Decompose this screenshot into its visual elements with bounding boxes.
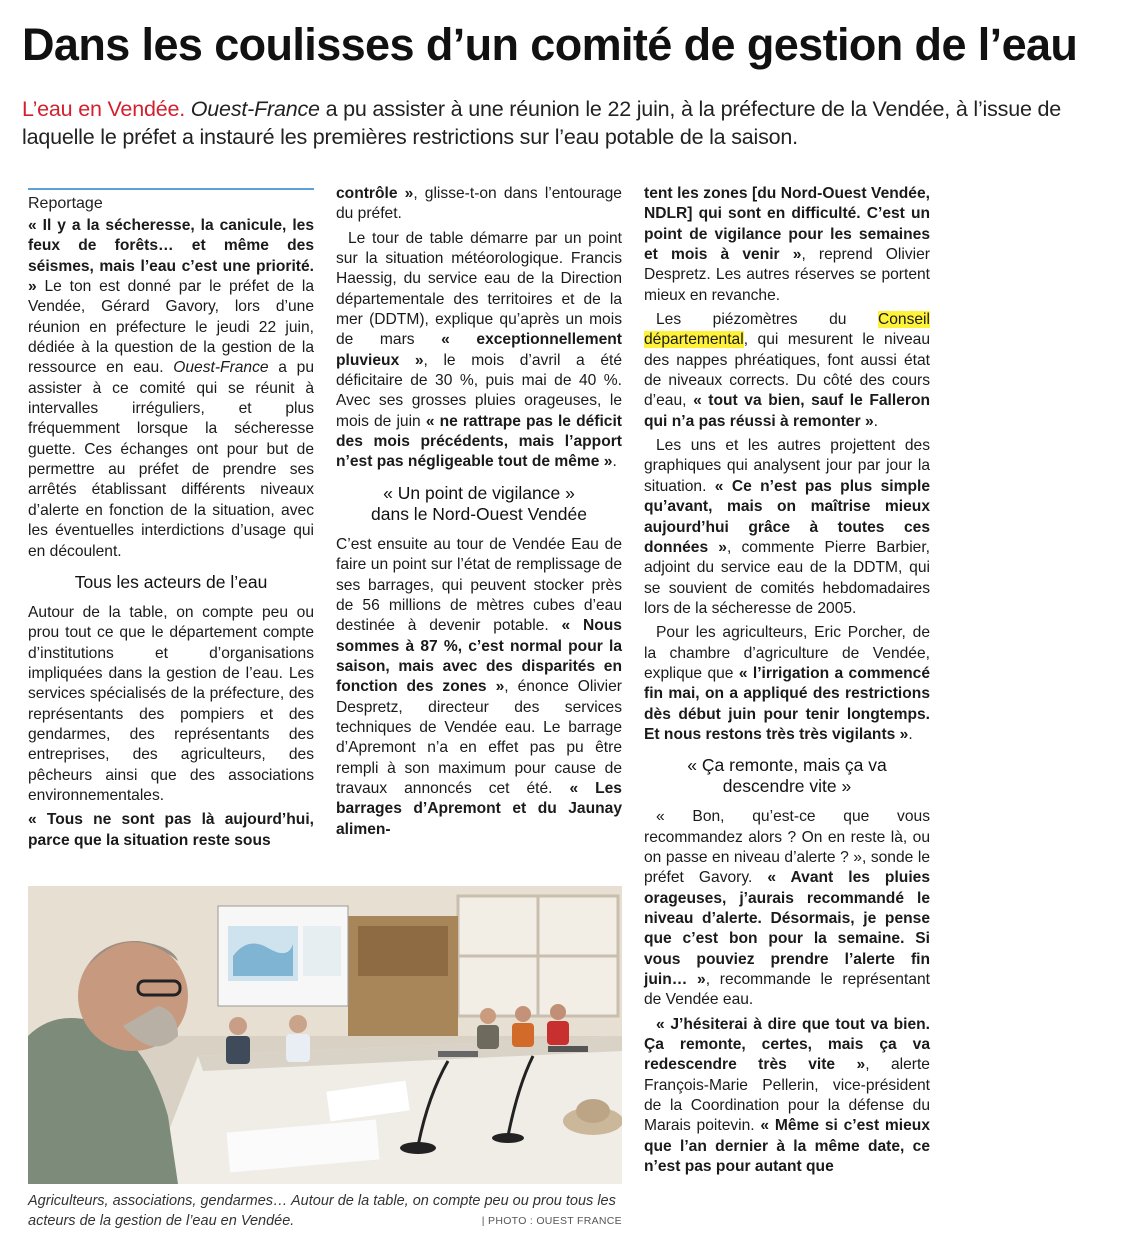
paragraph: Le tour de table démarre par un point sur la situation météorologique. Francis Haessig, du service eau de la Direction départementale des territoires et de la mer (DDTM), explique qu’après un mois de mars « exceptionnellement pluvieux », le mois d’avril a été déficitaire de 30 %, puis mai de 40 %. Avec ses grosses pluies orageuses, le mois de juin « ne rattrape pas le déficit des mois précédents, mais l’apport n’est pas négligeable tout de même ». [336,229,622,471]
paragraph: « J’hésiterai à dire que tout va bien. Ça remonte, certes, mais ça va redescendre très vite », alerte François-Marie Pellerin, vice-président de la Coordination pour la défense du Marais poitevin. « Même si c’est mieux que l’an dernier à la même date, ce n’est pas pour autant que [644,1015,930,1176]
article-column-2 [336,184,622,844]
lead-text: a pu assister à une réunion le 22 juin, à la préfecture de la Vendée, à l’issue de laquelle le préfet a instauré les premières restrictions sur l’eau potable de la saison. [22,97,1062,149]
highlighted-text: Conseil départemental [644,311,930,349]
article-column-3 [644,184,930,1181]
photo-credit: | PHOTO : OUEST FRANCE [481,1215,622,1227]
lead-kicker: L’eau en Vendée. [22,97,185,121]
paragraph: Autour de la table, on compte peu ou prou tout ce que le département compte d’institutions et d’organisations impliquées dans la gestion de l’eau. Les services spécialisés de la préfecture, des représentants des pompiers et des gendarmes, des représentants des entreprises, des agriculteurs, des pêcheurs ainsi que des associations environnementales. [28,603,314,804]
subheading: Tous les acteurs de l’eau [74,571,268,592]
paragraph: « Bon, qu’est-ce que vous recommandez alors ? On en reste là, ou on passe en niveau d’alerte ? », sonde le préfet Gavory. « Avant les pluies orageuses, j’aurais recommandé le niveau d’alerte. Désormais, je pense que c’est bon pour la semaine. Si vous pouviez prendre l’alerte fin juin… », recommande le représentant de Vendée eau. [644,808,930,1009]
photo-caption: Agriculteurs, associations, gendarmes… Autour de la table, on compte peu ou prou tous les acteurs de la gestion de l’eau en Vendée. | PHOTO : OUEST FRANCE [28,1193,622,1229]
paragraph: C’est ensuite au tour de Vendée Eau de faire un point sur l’état de remplissage de ses barrages, qui peuvent stocker près de 56 millions de mètres cubes d’eau destinée à devenir potable. « Nous sommes à 87 %, c’est normal pour la saison, mais avec des disparités en fonction des zones », énonce Olivier Despretz, directeur des services techniques de Vendée eau. Le barrage d’Apremont n’a en effet pas pu être rempli à son maximum pour cause de travaux annoncés cet été. « Les barrages d’Apremont et du Jaunay alimen- [336,535,622,838]
headline: Dans les coulisses d’un comité de gestion de l’eau [22,19,1078,70]
meeting-photo [28,886,622,1184]
paragraph: Les piézomètres du Conseil départemental, qui mesurent le niveau des nappes phréatiques, font aussi état de niveaux corrects. Du côté des cours d’eau, « tout va bien, sauf le Falleron qui n’a pas réussi à remonter ». [644,311,931,430]
lead-paragraph [22,95,1122,151]
article-column-1 [28,188,314,855]
paragraph: contrôle », glisse-t-on dans l’entourage du préfet. [336,185,622,223]
paragraph: « Tous ne sont pas là aujourd’hui, parce que la situation reste sous [28,811,314,849]
subheading: « Un point de vigilance » dans le Nord-Ouest Vendée [371,482,587,524]
paragraph: tent les zones [du Nord-Ouest Vendée, NDLR] qui sont en difficulté. C’est un point de vigilance pour les semaines et mois à venir », reprend Olivier Despretz. Les autres réserves se portent mieux en revanche. [644,185,930,304]
lead-publication: Ouest-France [190,97,320,121]
subheading: « Ça remonte, mais ça va descendre vite » [687,755,887,797]
paragraph: Les uns et les autres projettent des graphiques qui analysent jour par jour la situation. « Ce n’est pas plus simple qu’avant, mais on maîtrise mieux aujourd’hui grâce à toutes ces données », commente Pierre Barbier, adjoint du service eau de la DDTM, qui se souvient de comités hebdomadaires lors de la sécheresse de 2005. [644,437,931,617]
section-label: Reportage [28,188,314,214]
paragraph: « Il y a la sécheresse, la canicule, les feux de forêts… et même des séismes, mais l’eau c’est une priorité. » Le ton est donné par le préfet de la Vendée, Gérard Gavory, lors d’une réunion en préfecture le jeudi 22 juin, dédiée à la question de la gestion de la ressource en eau. Ouest-France a pu assister à ce comité qui se réunit à intervalles irréguliers, et plus fréquemment lorsque la sécheresse guette. Ces échanges ont pour but de permettre au préfet de prendre ses arrêtés établissant différents niveaux d’alerte en fonction de la situation, avec les éventuelles interdictions d’usage qui en découlent. [28,217,314,560]
paragraph: Pour les agriculteurs, Eric Porcher, de la chambre d’agriculture de Vendée, explique que « l’irrigation a commencé fin mai, on a appliqué des restrictions dès début juin pour tenir longtemps. Et nous restons très très vigilants ». [644,624,930,743]
